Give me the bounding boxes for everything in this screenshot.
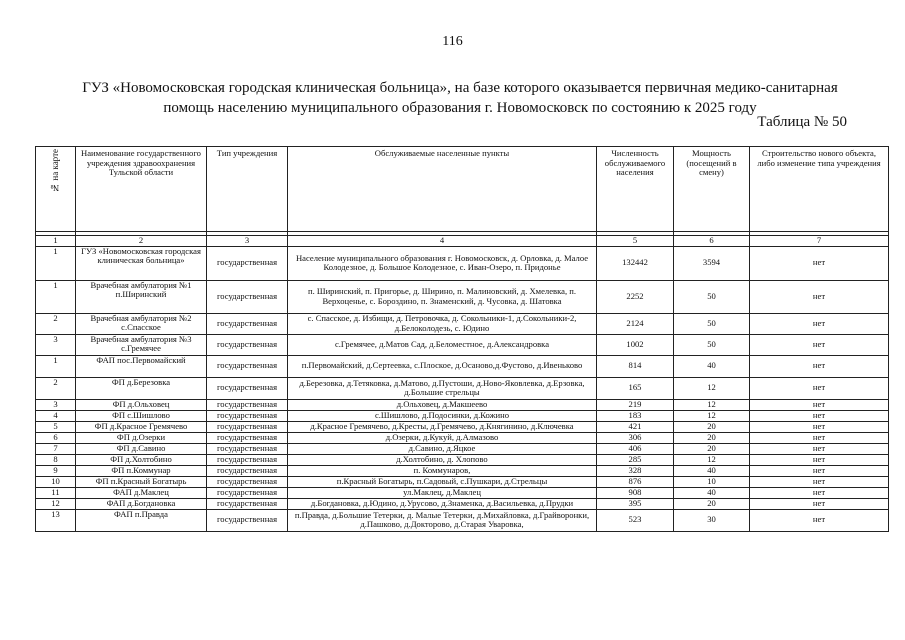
cell-population: 165 xyxy=(597,377,674,399)
cell-population: 306 xyxy=(597,432,674,443)
table-row xyxy=(36,421,889,432)
cell-capacity: 12 xyxy=(674,377,750,399)
cell-population: 523 xyxy=(597,509,674,531)
cell-type: государственная xyxy=(207,246,288,280)
cell-population: 285 xyxy=(597,454,674,465)
cell-name: ФАП пос.Первомайский xyxy=(76,355,207,377)
cell-capacity: 12 xyxy=(674,454,750,465)
cell-settlements: д.Березовка, д.Тетяковка, д.Матово, д.Пустоши, д.Ново-Яковлевка, д.Ерзовка, д.Большие стрельцы xyxy=(288,377,597,399)
cell-construction: нет xyxy=(750,476,889,487)
cell-population: 219 xyxy=(597,399,674,410)
cell-capacity: 40 xyxy=(674,465,750,476)
cell-construction: нет xyxy=(750,432,889,443)
cell-num: 5 xyxy=(36,421,76,432)
cell-population: 2252 xyxy=(597,280,674,313)
cell-settlements: д.Красное Гремячево, д.Кресты, д.Гремячево, д.Княгинино, д.Ключевка xyxy=(288,421,597,432)
cell-settlements: д.Озерки, д.Кукуй, д.Алмазово xyxy=(288,432,597,443)
table-row xyxy=(36,280,889,313)
table-row xyxy=(36,355,889,377)
cell-name: ФП д.Красное Гремячево xyxy=(76,421,207,432)
cell-type: государственная xyxy=(207,313,288,334)
cell-num: 1 xyxy=(36,355,76,377)
cell-num: 1 xyxy=(36,280,76,313)
cell-capacity: 30 xyxy=(674,509,750,531)
cell-type: государственная xyxy=(207,487,288,498)
cell-settlements: д.Холтобино, д. Хлопово xyxy=(288,454,597,465)
cell-capacity: 50 xyxy=(674,280,750,313)
table-row xyxy=(36,334,889,355)
cell-construction: нет xyxy=(750,399,889,410)
cell-capacity: 40 xyxy=(674,355,750,377)
table-row xyxy=(36,377,889,399)
cell-type: государственная xyxy=(207,498,288,509)
table-body xyxy=(36,246,889,531)
page-number: 116 xyxy=(442,34,463,49)
column-number: 4 xyxy=(288,236,597,247)
cell-settlements: Население муниципального образования г. Новомосковск, д. Орловка, д. Малое Колодезное, д. Большое Колодезное, с. Иван-Озеро, п. Придонье xyxy=(288,246,597,280)
title-line-1: ГУЗ «Новомосковская городская клиническая больница», на базе которого оказывается первичная медико-санитарная xyxy=(82,80,838,96)
table-row xyxy=(36,246,889,280)
cell-num: 7 xyxy=(36,443,76,454)
header-row xyxy=(36,147,889,232)
cell-settlements: п. Ширинский, п. Пригорье, д. Ширино, п. Малиновский, д. Хмелевка, п. Верхоценье, с. Бороздино, п. Знаменский, д. Чусовка, д. Шатовка xyxy=(288,280,597,313)
cell-type: государственная xyxy=(207,443,288,454)
table-row xyxy=(36,454,889,465)
cell-type: государственная xyxy=(207,280,288,313)
cell-settlements: п.Первомайский, д.Сертеевка, с.Плоское, д.Осаново,д.Фустово, д.Ивеньково xyxy=(288,355,597,377)
cell-construction: нет xyxy=(750,421,889,432)
cell-type: государственная xyxy=(207,355,288,377)
header-name: Наименование государственного учреждения здравоохранения Тульской области xyxy=(76,147,207,232)
cell-num: 1 xyxy=(36,246,76,280)
table-row xyxy=(36,498,889,509)
cell-capacity: 3594 xyxy=(674,246,750,280)
column-number: 5 xyxy=(597,236,674,247)
header-num: № на карте xyxy=(36,147,76,232)
header-population: Численность обслуживаемого населения xyxy=(597,147,674,232)
column-number: 7 xyxy=(750,236,889,247)
column-number: 1 xyxy=(36,236,76,247)
cell-construction: нет xyxy=(750,410,889,421)
column-number: 6 xyxy=(674,236,750,247)
cell-construction: нет xyxy=(750,246,889,280)
cell-type: государственная xyxy=(207,399,288,410)
cell-capacity: 20 xyxy=(674,498,750,509)
cell-name: ФАП п.Правда xyxy=(76,509,207,531)
cell-num: 2 xyxy=(36,313,76,334)
cell-population: 132442 xyxy=(597,246,674,280)
table-row xyxy=(36,509,889,531)
cell-type: государственная xyxy=(207,432,288,443)
cell-name: Врачебная амбулатория №2 с.Спасское xyxy=(76,313,207,334)
header-type: Тип учреждения xyxy=(207,147,288,232)
cell-settlements: п.Правда, д.Большие Тетерки, д. Малые Тетерки, д.Михайловка, д.Грайворонки, д.Пашково, д.Докторово, д.Старая Уваровка, xyxy=(288,509,597,531)
cell-construction: нет xyxy=(750,334,889,355)
document-title xyxy=(60,78,860,118)
cell-num: 8 xyxy=(36,454,76,465)
table-row xyxy=(36,443,889,454)
cell-capacity: 50 xyxy=(674,313,750,334)
cell-settlements: д.Савино, д.Яцкое xyxy=(288,443,597,454)
cell-settlements: с. Спасское, д. Избищи, д. Петровочка, д. Сокольники-1, д.Сокольники-2, д.Белоколодезь, с. Юдино xyxy=(288,313,597,334)
cell-name: ФП с.Шишлово xyxy=(76,410,207,421)
cell-population: 814 xyxy=(597,355,674,377)
cell-num: 4 xyxy=(36,410,76,421)
cell-population: 908 xyxy=(597,487,674,498)
cell-type: государственная xyxy=(207,410,288,421)
cell-settlements: с.Шишлово, д.Подосинки, д.Кожино xyxy=(288,410,597,421)
cell-construction: нет xyxy=(750,487,889,498)
table-row xyxy=(36,432,889,443)
cell-name: ФП д.Озерки xyxy=(76,432,207,443)
table-row xyxy=(36,399,889,410)
cell-type: государственная xyxy=(207,465,288,476)
cell-num: 11 xyxy=(36,487,76,498)
cell-population: 328 xyxy=(597,465,674,476)
cell-type: государственная xyxy=(207,334,288,355)
header-capacity: Мощность (посещений в смену) xyxy=(674,147,750,232)
cell-construction: нет xyxy=(750,280,889,313)
cell-construction: нет xyxy=(750,355,889,377)
title-line-2: помощь населению муниципального образования г. Новомосковск по состоянию к 2025 году xyxy=(163,100,757,116)
cell-num: 13 xyxy=(36,509,76,531)
cell-type: государственная xyxy=(207,476,288,487)
cell-type: государственная xyxy=(207,509,288,531)
cell-name: ФАП д.Богдановка xyxy=(76,498,207,509)
column-number: 2 xyxy=(76,236,207,247)
cell-num: 3 xyxy=(36,399,76,410)
table-label: Таблица № 50 xyxy=(757,114,847,130)
cell-population: 406 xyxy=(597,443,674,454)
cell-construction: нет xyxy=(750,465,889,476)
cell-name: Врачебная амбулатория №3 с.Гремячее xyxy=(76,334,207,355)
cell-name: ФП д.Савино xyxy=(76,443,207,454)
cell-capacity: 10 xyxy=(674,476,750,487)
cell-construction: нет xyxy=(750,454,889,465)
cell-name: ФАП д.Маклец xyxy=(76,487,207,498)
header-settlements: Обслуживаемые населенные пункты xyxy=(288,147,597,232)
cell-capacity: 40 xyxy=(674,487,750,498)
column-number: 3 xyxy=(207,236,288,247)
column-number-row xyxy=(36,236,889,247)
cell-type: государственная xyxy=(207,454,288,465)
cell-capacity: 50 xyxy=(674,334,750,355)
cell-type: государственная xyxy=(207,421,288,432)
cell-name: Врачебная амбулатория №1 п.Ширинский xyxy=(76,280,207,313)
cell-settlements: д.Богдановка, д.Юдино, д.Урусово, д.Знаменка, д.Васильевка, д.Прудки xyxy=(288,498,597,509)
cell-capacity: 20 xyxy=(674,432,750,443)
cell-population: 2124 xyxy=(597,313,674,334)
table-row xyxy=(36,313,889,334)
cell-construction: нет xyxy=(750,313,889,334)
cell-settlements: с.Гремячее, д.Матов Сад, д.Беломестное, д.Александровка xyxy=(288,334,597,355)
cell-name: ФП п.Красный Богатырь xyxy=(76,476,207,487)
cell-num: 12 xyxy=(36,498,76,509)
cell-num: 9 xyxy=(36,465,76,476)
cell-name: ФП д.Березовка xyxy=(76,377,207,399)
header-construction: Строительство нового объекта, либо изменение типа учреждения xyxy=(750,147,889,232)
table-row xyxy=(36,487,889,498)
cell-settlements: п.Красный Богатырь, п.Садовый, с.Пушкари, д.Стрельцы xyxy=(288,476,597,487)
cell-capacity: 12 xyxy=(674,399,750,410)
facilities-table xyxy=(35,146,889,532)
cell-num: 10 xyxy=(36,476,76,487)
cell-population: 1002 xyxy=(597,334,674,355)
cell-population: 876 xyxy=(597,476,674,487)
table-row xyxy=(36,465,889,476)
cell-name: ФП д.Ольховец xyxy=(76,399,207,410)
cell-name: ФП п.Коммунар xyxy=(76,465,207,476)
cell-num: 2 xyxy=(36,377,76,399)
cell-construction: нет xyxy=(750,377,889,399)
cell-population: 421 xyxy=(597,421,674,432)
cell-capacity: 20 xyxy=(674,443,750,454)
cell-settlements: п. Коммунаров, xyxy=(288,465,597,476)
cell-population: 395 xyxy=(597,498,674,509)
cell-settlements: ул.Маклец, д.Маклец xyxy=(288,487,597,498)
table-row xyxy=(36,410,889,421)
cell-construction: нет xyxy=(750,498,889,509)
cell-num: 6 xyxy=(36,432,76,443)
cell-settlements: д.Ольховец, д.Макшеево xyxy=(288,399,597,410)
table-row xyxy=(36,476,889,487)
cell-population: 183 xyxy=(597,410,674,421)
cell-capacity: 20 xyxy=(674,421,750,432)
cell-construction: нет xyxy=(750,443,889,454)
cell-construction: нет xyxy=(750,509,889,531)
cell-num: 3 xyxy=(36,334,76,355)
cell-capacity: 12 xyxy=(674,410,750,421)
cell-type: государственная xyxy=(207,377,288,399)
cell-name: ФП д.Холтобино xyxy=(76,454,207,465)
cell-name: ГУЗ «Новомосковская городская клиническая больница» xyxy=(76,246,207,280)
